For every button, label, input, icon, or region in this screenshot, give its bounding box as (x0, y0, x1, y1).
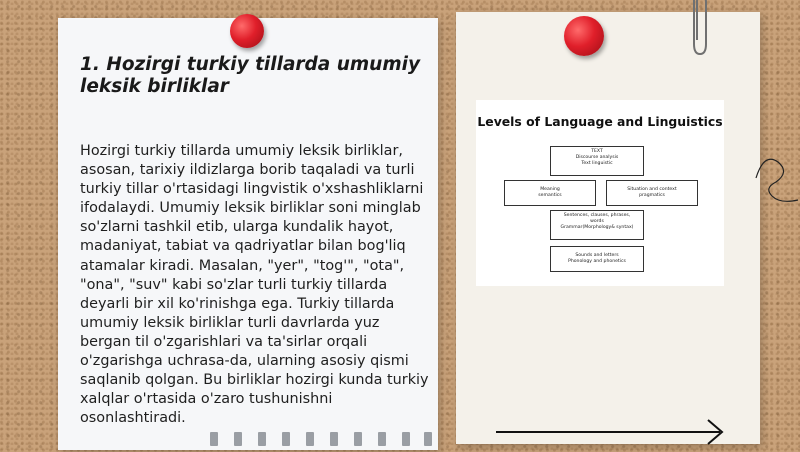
squiggle-decoration (754, 148, 800, 212)
section-body-text: Hozirgi turkiy tillarda umumiy leksik birliklar, asosan, tarixiy ildizlarga borib taqaladi va turli turkiy tillar o'rtasidagi lingvistik o'xshashliklarni ifodalaydi. Umumiy leksik birliklar soni minglab so'zlarni tashkil etib, ularga kundalik hayot, madaniyat, tabiat va qadriyatlar bilan bog'liq atamalar kiradi. Masalan, "yer", "tog'", "ota", "ona", "suv" kabi so'zlar turli turkiy tillarda deyarli bir xil ko'rinishga ega. Turkiy tillarda umumiy leksik birliklar turli davrlarda yuz bergan til o'zgarishlari va ta'sirlar orqali o'zgarishga uchrasa-da, ularning asosiy qismi saqlanib qolgan. Bu birliklar hozirgi kunda turkiy xalqlar o'rtasida o'zaro tushunishni osonlashtiradi. (80, 143, 429, 427)
diagram-title: Levels of Language and Linguistics (477, 114, 723, 129)
pushpin-icon (564, 16, 604, 56)
right-arrow-icon (494, 418, 726, 452)
diagram-box-sounds: Sounds and letters Phonology and phonetics (550, 246, 644, 272)
diagram-box-grammar: Sentences, clauses, phrases, words Grammar(Morphology& syntax) (550, 210, 644, 240)
diagram-box-meaning: Meaning semantics (504, 180, 596, 206)
paperclip-icon (686, 0, 714, 64)
diagram-box-text: TEXT Discourse analysis Text linguistic (550, 146, 644, 176)
language-levels-diagram (476, 100, 724, 286)
left-note-card (58, 18, 438, 450)
section-title: 1. Hozirgi turkiy tillarda umumiy leksik birliklar (80, 54, 421, 97)
torn-paper-edge (198, 410, 438, 450)
diagram-box-situation: Situation and context pragmatics (606, 180, 698, 206)
pushpin-icon (230, 14, 264, 48)
